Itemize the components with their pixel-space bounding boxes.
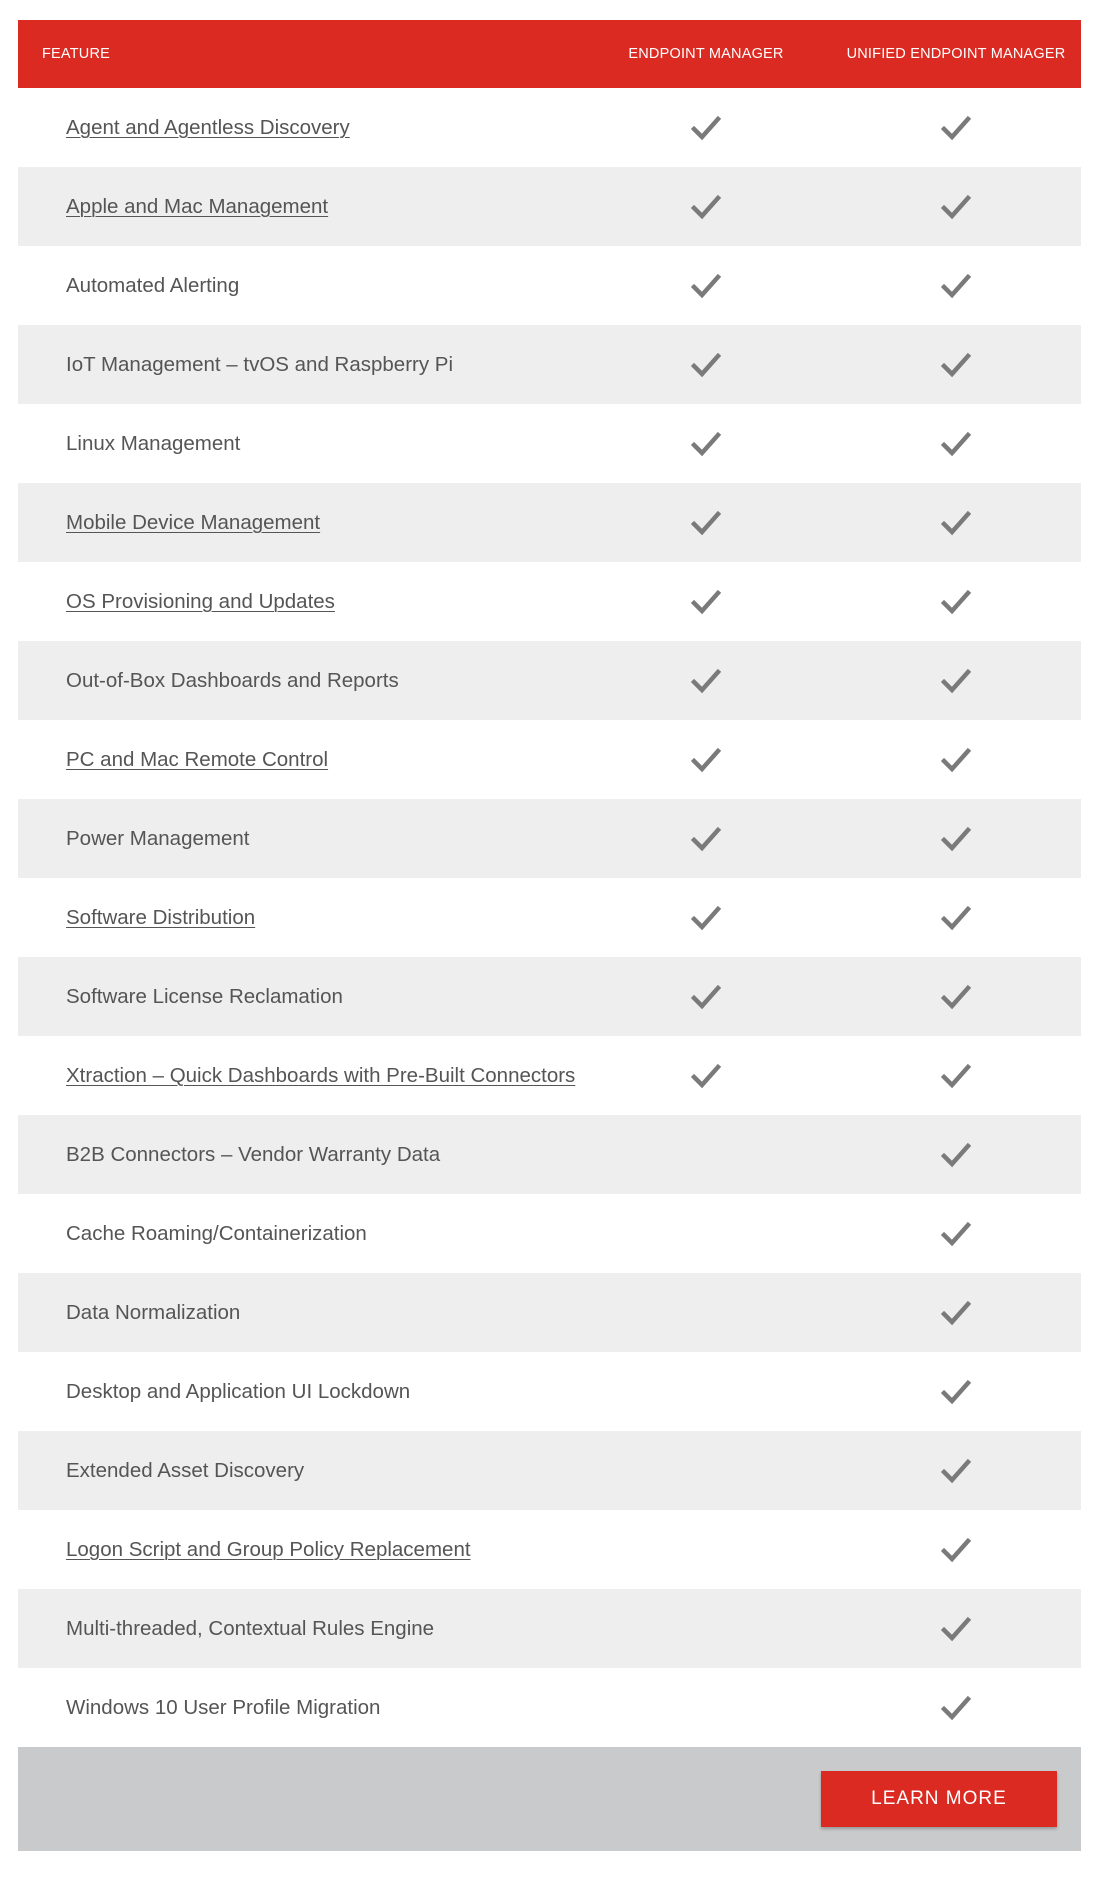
checkmark-icon	[691, 1063, 721, 1089]
checkmark-icon	[691, 194, 721, 220]
feature-label: Extended Asset Discovery	[66, 1458, 305, 1482]
feature-cell	[18, 353, 581, 377]
table-row	[18, 799, 1081, 878]
table-row	[18, 167, 1081, 246]
table-row	[18, 1273, 1081, 1352]
table-row	[18, 325, 1081, 404]
checkmark-icon	[691, 115, 721, 141]
feature-cell	[18, 1380, 581, 1404]
unified-endpoint-manager-cell	[831, 905, 1081, 931]
checkmark-icon	[941, 1379, 971, 1405]
checkmark-icon	[941, 984, 971, 1010]
feature-cell	[18, 1064, 581, 1088]
table-row	[18, 1115, 1081, 1194]
table-body	[18, 88, 1081, 1747]
table-row	[18, 1352, 1081, 1431]
checkmark-icon	[941, 273, 971, 299]
checkmark-icon	[941, 747, 971, 773]
unified-endpoint-manager-cell	[831, 1379, 1081, 1405]
table-row	[18, 1036, 1081, 1115]
table-row	[18, 88, 1081, 167]
table-header	[18, 20, 1081, 88]
table-row	[18, 878, 1081, 957]
checkmark-icon	[691, 273, 721, 299]
checkmark-icon	[941, 589, 971, 615]
unified-endpoint-manager-cell	[831, 1458, 1081, 1484]
table-row	[18, 1589, 1081, 1668]
unified-endpoint-manager-cell	[831, 1616, 1081, 1642]
unified-endpoint-manager-cell	[831, 589, 1081, 615]
feature-cell	[18, 748, 581, 772]
checkmark-icon	[941, 1300, 971, 1326]
feature-link[interactable]: Agent and Agentless Discovery	[66, 115, 350, 139]
table-row	[18, 1668, 1081, 1747]
feature-label: Power Management	[66, 826, 250, 850]
checkmark-icon	[691, 905, 721, 931]
unified-endpoint-manager-cell	[831, 1537, 1081, 1563]
feature-link[interactable]: Software Distribution	[66, 905, 256, 929]
endpoint-manager-cell	[581, 273, 831, 299]
feature-cell	[18, 906, 581, 930]
table-row	[18, 1194, 1081, 1273]
feature-label: Automated Alerting	[66, 273, 240, 297]
feature-label: Out-of-Box Dashboards and Reports	[66, 668, 399, 692]
feature-cell	[18, 985, 581, 1009]
endpoint-manager-cell	[581, 747, 831, 773]
unified-endpoint-manager-cell	[831, 431, 1081, 457]
checkmark-icon	[941, 1616, 971, 1642]
checkmark-icon	[941, 352, 971, 378]
feature-cell	[18, 1459, 581, 1483]
feature-label: Windows 10 User Profile Migration	[66, 1695, 381, 1719]
feature-cell	[18, 1143, 581, 1167]
learn-more-button[interactable]: LEARN MORE	[821, 1771, 1057, 1827]
feature-label: Software License Reclamation	[66, 984, 343, 1008]
checkmark-icon	[941, 115, 971, 141]
feature-label: Cache Roaming/Containerization	[66, 1221, 367, 1245]
checkmark-icon	[691, 826, 721, 852]
feature-cell	[18, 1617, 581, 1641]
feature-label: IoT Management – tvOS and Raspberry Pi	[66, 352, 454, 376]
feature-label: B2B Connectors – Vendor Warranty Data	[66, 1142, 441, 1166]
feature-comparison-table	[18, 20, 1081, 1851]
feature-link[interactable]: Apple and Mac Management	[66, 194, 329, 218]
unified-endpoint-manager-cell	[831, 984, 1081, 1010]
feature-cell	[18, 511, 581, 535]
endpoint-manager-cell	[581, 352, 831, 378]
table-row	[18, 720, 1081, 799]
checkmark-icon	[691, 668, 721, 694]
unified-endpoint-manager-cell	[831, 826, 1081, 852]
header-feature: FEATURE	[42, 46, 110, 62]
table-row	[18, 483, 1081, 562]
feature-cell	[18, 669, 581, 693]
feature-cell	[18, 432, 581, 456]
endpoint-manager-cell	[581, 905, 831, 931]
unified-endpoint-manager-cell	[831, 273, 1081, 299]
feature-cell	[18, 116, 581, 140]
endpoint-manager-cell	[581, 1063, 831, 1089]
feature-label: Desktop and Application UI Lockdown	[66, 1379, 411, 1403]
table-row	[18, 1510, 1081, 1589]
unified-endpoint-manager-cell	[831, 115, 1081, 141]
unified-endpoint-manager-cell	[831, 1300, 1081, 1326]
checkmark-icon	[691, 984, 721, 1010]
header-unified-endpoint-manager: UNIFIED ENDPOINT MANAGER	[846, 46, 1066, 62]
unified-endpoint-manager-cell	[831, 352, 1081, 378]
checkmark-icon	[941, 1063, 971, 1089]
unified-endpoint-manager-cell	[831, 1695, 1081, 1721]
feature-link[interactable]: PC and Mac Remote Control	[66, 747, 329, 771]
endpoint-manager-cell	[581, 510, 831, 536]
checkmark-icon	[941, 905, 971, 931]
checkmark-icon	[941, 1221, 971, 1247]
unified-endpoint-manager-cell	[831, 510, 1081, 536]
table-footer	[18, 1747, 1081, 1851]
feature-label: Linux Management	[66, 431, 241, 455]
checkmark-icon	[941, 1537, 971, 1563]
table-row	[18, 562, 1081, 641]
checkmark-icon	[941, 1142, 971, 1168]
feature-cell	[18, 1696, 581, 1720]
unified-endpoint-manager-cell	[831, 668, 1081, 694]
feature-link[interactable]: OS Provisioning and Updates	[66, 589, 335, 613]
endpoint-manager-cell	[581, 826, 831, 852]
table-row	[18, 641, 1081, 720]
unified-endpoint-manager-cell	[831, 1221, 1081, 1247]
unified-endpoint-manager-cell	[831, 1063, 1081, 1089]
checkmark-icon	[691, 431, 721, 457]
unified-endpoint-manager-cell	[831, 1142, 1081, 1168]
endpoint-manager-cell	[581, 984, 831, 1010]
checkmark-icon	[941, 1695, 971, 1721]
checkmark-icon	[691, 589, 721, 615]
checkmark-icon	[941, 194, 971, 220]
table-row	[18, 1431, 1081, 1510]
feature-cell	[18, 1538, 581, 1562]
endpoint-manager-cell	[581, 589, 831, 615]
header-endpoint-manager: ENDPOINT MANAGER	[628, 46, 784, 62]
checkmark-icon	[691, 352, 721, 378]
checkmark-icon	[941, 510, 971, 536]
table-row	[18, 404, 1081, 483]
checkmark-icon	[941, 431, 971, 457]
endpoint-manager-cell	[581, 668, 831, 694]
feature-link[interactable]: Logon Script and Group Policy Replacement	[66, 1537, 471, 1561]
endpoint-manager-cell	[581, 194, 831, 220]
checkmark-icon	[941, 826, 971, 852]
unified-endpoint-manager-cell	[831, 747, 1081, 773]
unified-endpoint-manager-cell	[831, 194, 1081, 220]
feature-link[interactable]: Xtraction – Quick Dashboards with Pre-Built Connectors	[66, 1063, 576, 1087]
feature-cell	[18, 1301, 581, 1325]
table-row	[18, 957, 1081, 1036]
feature-cell	[18, 1222, 581, 1246]
checkmark-icon	[941, 1458, 971, 1484]
feature-cell	[18, 195, 581, 219]
checkmark-icon	[691, 510, 721, 536]
endpoint-manager-cell	[581, 431, 831, 457]
feature-cell	[18, 590, 581, 614]
endpoint-manager-cell	[581, 115, 831, 141]
feature-cell	[18, 827, 581, 851]
feature-link[interactable]: Mobile Device Management	[66, 510, 321, 534]
feature-label: Multi-threaded, Contextual Rules Engine	[66, 1616, 435, 1640]
table-row	[18, 246, 1081, 325]
checkmark-icon	[941, 668, 971, 694]
feature-cell	[18, 274, 581, 298]
feature-label: Data Normalization	[66, 1300, 241, 1324]
checkmark-icon	[691, 747, 721, 773]
